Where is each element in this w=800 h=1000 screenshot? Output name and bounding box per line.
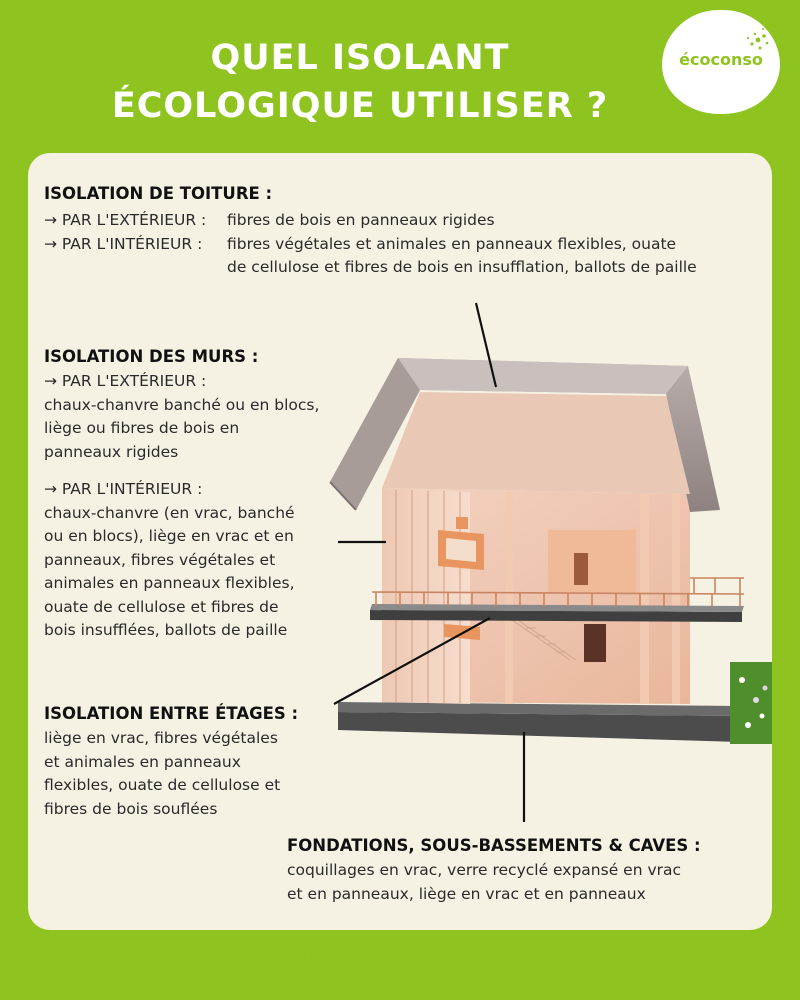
walls-ext-line: chaux-chanvre banché ou en blocs, — [44, 395, 320, 414]
floors-line: liège en vrac, fibres végétales — [44, 729, 278, 747]
footer-link[interactable]: Plus d'infos : www.ecoconso.be — [231, 945, 569, 967]
floors-line: fibres de bois souflées — [44, 799, 218, 818]
walls-int-line: ouate de cellulose et fibres de — [44, 597, 279, 616]
roof-int-text-2: de cellulose et fibres de bois en insufflation, ballots de paille — [227, 258, 697, 276]
roof-ext-row — [44, 209, 697, 233]
floors-line: flexibles, ouate de cellulose et — [44, 776, 281, 794]
foundations-section — [287, 835, 701, 906]
grass-icon — [730, 662, 772, 744]
title-line-2: ÉCOLOGIQUE UTILISER ? — [111, 86, 609, 126]
walls-ext-line: liège ou fibres de bois en — [44, 419, 240, 437]
walls-int-line: bois insufflées, ballots de paille — [44, 621, 288, 639]
walls-ext-label: → PAR L'EXTÉRIEUR : — [44, 372, 207, 390]
walls-int-label: → PAR L'INTÉRIEUR : — [44, 480, 203, 498]
logo-text: écoconso — [679, 50, 763, 69]
foundations-heading: FONDATIONS, SOUS-BASSEMENTS & CAVES : — [287, 836, 701, 855]
walls-int-line: chaux-chanvre (en vrac, banché — [44, 503, 295, 522]
roof-heading: ISOLATION DE TOITURE : — [44, 184, 273, 203]
foundations-line: coquillages en vrac, verre recyclé expansé en vrac — [287, 861, 682, 879]
floors-section — [44, 703, 298, 821]
floors-heading: ISOLATION ENTRE ÉTAGES : — [44, 704, 299, 723]
walls-int-line: animales en panneaux flexibles, — [44, 574, 295, 592]
roof-int-row — [44, 233, 697, 257]
walls-ext-line: panneaux rigides — [44, 442, 179, 461]
roof-int-label: → PAR L'INTÉRIEUR : — [44, 234, 203, 253]
roof-int-text-1: fibres végétales et animales en panneaux flexibles, ouate — [227, 234, 677, 253]
walls-section — [44, 346, 319, 643]
walls-heading: ISOLATION DES MURS : — [44, 347, 259, 366]
roof-ext-label: → PAR L'EXTÉRIEUR : — [44, 211, 207, 229]
title-line-1: QUEL ISOLANT — [210, 38, 510, 78]
floors-line: et animales en panneaux — [44, 752, 241, 771]
roof-ext-text: fibres de bois en panneaux rigides — [227, 211, 495, 229]
roof-section — [44, 183, 697, 280]
walls-int-line: panneaux, fibres végétales et — [44, 550, 276, 569]
walls-int-line: ou en blocs), liège en vrac et en — [44, 527, 294, 545]
foundations-line: et en panneaux, liège en vrac et en panneaux — [287, 884, 646, 903]
